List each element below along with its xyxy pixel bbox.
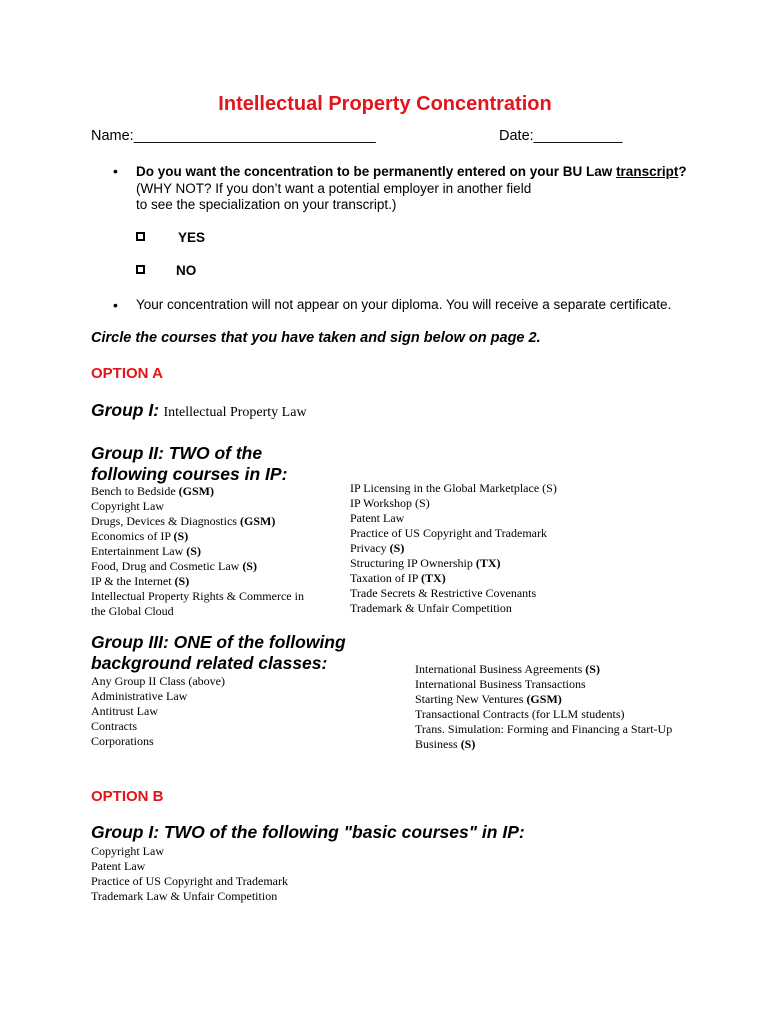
course-item[interactable] [350,511,557,526]
course-name: the Global Cloud [91,604,174,618]
course-name: Privacy [350,541,390,555]
course-tag: (TX) [421,571,446,585]
course-item[interactable] [91,484,304,499]
course-name: Structuring IP Ownership [350,556,476,570]
course-name: Starting New Ventures [415,692,527,706]
transcript-link: transcript [616,164,679,179]
course-tag: (GSM) [239,514,276,528]
course-item[interactable]: Antitrust Law [91,704,158,718]
option-a-group1 [91,400,307,421]
option-b-label: OPTION B [91,788,164,805]
group3-left-list [91,674,225,749]
course-item[interactable] [415,722,672,737]
course-name: Intellectual Property Rights & Commerce in [91,589,304,603]
course-tag: (S) [389,541,405,555]
name-field[interactable]: Name:______________________________ [91,128,376,144]
course-item[interactable]: Patent Law [91,859,146,873]
course-name: Food, Drug and Cosmetic Law [91,559,243,573]
course-item[interactable] [91,499,304,514]
course-name: Economics of IP [91,529,174,543]
course-tag: (S) [242,559,257,573]
course-item[interactable] [415,662,672,677]
course-item[interactable] [91,544,304,559]
course-name: International Business Transactions [415,677,586,691]
course-item[interactable]: Practice of US Copyright and Trademark [91,874,288,888]
group2-heading-line1: Group II: TWO of the [91,443,263,463]
page-title: Intellectual Property Concentration [218,93,552,115]
course-item[interactable] [415,737,672,752]
group2-right-list [350,481,557,616]
yes-checkbox[interactable] [136,232,145,241]
course-item[interactable]: Copyright Law [91,844,164,858]
course-item[interactable] [350,601,557,616]
option-b-group1-list [91,844,288,904]
course-name: IP Licensing in the Global Marketplace (S) [350,481,557,495]
course-tag: (S) [174,574,190,588]
course-name: Copyright Law [91,499,164,513]
course-name: Bench to Bedside [91,484,179,498]
bullet-dot: • [113,297,118,313]
group2-heading-line2: following courses in IP: [91,464,288,484]
course-item[interactable] [91,589,304,604]
diploma-note: Your concentration will not appear on your diploma. You will receive a separate certificate. [136,297,672,312]
question-mark: ? [678,164,687,179]
course-item[interactable] [350,586,557,601]
course-name: IP & the Internet [91,574,175,588]
course-name: Trans. Simulation: Forming and Financing a Start-Up [415,722,673,736]
course-name: Patent Law [350,511,405,525]
course-item[interactable]: Corporations [91,734,154,748]
course-tag: (GSM) [526,692,562,706]
course-item[interactable]: Contracts [91,719,137,733]
course-item[interactable] [350,571,557,586]
group3-heading-line2: background related classes: [91,653,328,673]
course-item[interactable] [91,574,304,589]
course-name: Taxation of IP [350,571,422,585]
course-name: Practice of US Copyright and Trademark [350,526,547,540]
option-b-group1-heading: Group I: TWO of the following "basic courses" in IP: [91,822,525,842]
group1-heading: Group I: [91,400,160,420]
course-tag: (S) [585,662,600,676]
course-item[interactable] [415,692,672,707]
course-item[interactable] [350,556,557,571]
course-tag: (S) [460,737,476,751]
bullet-dot: • [113,163,118,179]
group3-heading-line1: Group III: ONE of the following [91,632,346,652]
course-item[interactable] [91,559,304,574]
course-item[interactable] [350,496,557,511]
transcript-question [136,164,687,180]
course-item[interactable] [91,514,304,529]
group2-left-list [91,484,304,619]
course-name: Trademark & Unfair Competition [350,601,512,615]
course-name: Transactional Contracts (for LLM students) [415,707,625,721]
yes-label: YES [178,230,206,245]
question-note-line2: to see the specialization on your transcript.) [136,197,397,212]
instruction-text: Circle the courses that you have taken and sign below on page 2. [91,330,541,346]
course-tag: (TX) [475,556,501,570]
course-name: Drugs, Devices & Diagnostics [91,514,240,528]
course-item[interactable] [415,707,672,722]
course-tag: (S) [186,544,201,558]
course-item[interactable] [91,529,304,544]
course-name: Business [415,737,461,751]
group3-heading [91,632,346,674]
course-name: Entertainment Law [91,544,187,558]
course-item[interactable] [415,677,672,692]
group2-heading [91,443,287,485]
course-item[interactable] [91,604,304,619]
question-note-line1: (WHY NOT? If you don’t want a potential employer in another field [136,181,532,196]
course-item[interactable] [350,526,557,541]
group3-right-list [415,662,672,752]
course-name: International Business Agreements [415,662,586,676]
course-tag: (S) [173,529,189,543]
course-item[interactable]: Trademark Law & Unfair Competition [91,889,278,903]
course-item[interactable]: Administrative Law [91,689,188,703]
no-checkbox[interactable] [136,265,145,274]
course-item[interactable] [350,481,557,496]
course-tag: (GSM) [178,484,214,498]
option-a-label: OPTION A [91,365,163,382]
group1-course: Intellectual Property Law [163,405,307,420]
question-text: Do you want the concentration to be permanently entered on your BU Law [136,164,617,179]
no-label: NO [176,263,197,278]
date-field[interactable]: Date:___________ [499,128,623,144]
course-name: Trade Secrets & Restrictive Covenants [350,586,537,600]
course-name: IP Workshop (S) [350,496,430,510]
course-item[interactable] [350,541,557,556]
course-item[interactable]: Any Group II Class (above) [91,674,225,688]
